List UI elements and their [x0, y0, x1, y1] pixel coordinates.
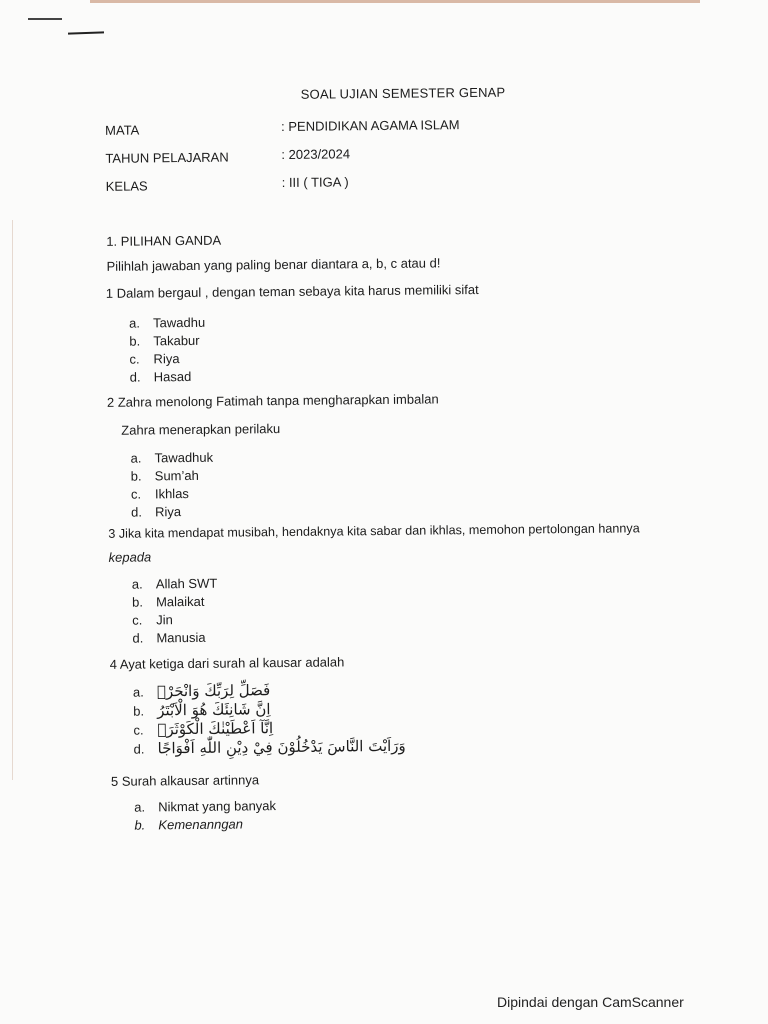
option-letter: a. [132, 684, 144, 700]
option-arabic-text: اِنَّآ اَعْطَيْنٰكَ الْكَوْثَرَۗ [157, 719, 274, 739]
class-label: KELAS [105, 178, 148, 194]
option-letter: a. [130, 450, 142, 466]
pen-mark [28, 18, 62, 20]
subject-value: : PENDIDIKAN AGAMA ISLAM [281, 117, 460, 135]
option-4d [133, 737, 405, 758]
question-3: 3 Jika kita mendapat musibah, hendaknya kita sabar dan ikhlas, memohon pertolongan hannya [108, 521, 640, 541]
option-letter: b. [131, 594, 143, 610]
option-3a [132, 576, 218, 592]
option-letter: d. [131, 504, 143, 520]
option-2d [131, 504, 181, 520]
option-1b [129, 333, 199, 349]
option-letter: b. [134, 817, 146, 833]
option-arabic-text: فَصَلِّ لِرَبِّكَ وَانْحَرْۗ [156, 681, 271, 701]
option-text: Tawadhu [153, 314, 206, 331]
option-letter: d. [132, 630, 144, 646]
option-5a [134, 798, 276, 814]
option-text: Riya [155, 504, 182, 520]
option-text: Kemenanngan [158, 816, 244, 833]
scan-edge-line [12, 220, 13, 780]
year-label: TAHUN PELAJARAN [105, 149, 229, 166]
option-arabic-text: اِنَّ شَانِئَكَ هُوَ الْاَبْتَرُ [157, 700, 271, 720]
option-4a [133, 681, 270, 700]
option-letter: c. [133, 722, 144, 738]
exam-title: SOAL UJIAN SEMESTER GENAP [300, 84, 506, 102]
option-letter: a. [129, 315, 141, 331]
class-value: : III ( TIGA ) [281, 174, 349, 191]
option-letter: b. [130, 468, 142, 484]
option-1c [129, 351, 179, 367]
option-arabic-text: وَرَاَيْتَ النَّاسَ يَدْخُلُوْنَ فِيْ دِيْنِ اللّٰهِ اَفْوَاجًا [157, 736, 406, 758]
option-4b [133, 700, 271, 719]
option-letter: d. [129, 369, 141, 385]
question-4: 4 Ayat ketiga dari surah al kausar adalah [109, 654, 345, 672]
pen-mark [68, 31, 104, 34]
year-value: : 2023/2024 [281, 146, 351, 163]
option-1d [130, 369, 192, 385]
option-2b [131, 468, 199, 484]
option-text: Riya [153, 351, 180, 367]
option-3c [132, 612, 173, 627]
option-text: Allah SWT [155, 575, 218, 592]
paper-edge [90, 0, 700, 3]
option-letter: c. [132, 612, 143, 628]
option-text: Malaikat [155, 593, 205, 610]
option-4c [133, 719, 273, 738]
option-letter: b. [133, 703, 145, 719]
option-text: Hasad [153, 368, 192, 385]
option-text: Nikmat yang banyak [158, 798, 277, 815]
option-letter: a. [134, 799, 146, 815]
instruction-text: Pilihlah jawaban yang paling benar diantara a, b, c atau d! [106, 255, 441, 274]
question-2-line2: Zahra menerapkan perilaku [121, 421, 281, 438]
option-letter: c. [130, 486, 142, 502]
option-letter: c. [129, 351, 140, 367]
option-text: Manusia [156, 629, 206, 646]
option-letter: a. [131, 576, 143, 592]
question-2: 2 Zahra menolong Fatimah tanpa mengharapkan imbalan [106, 391, 439, 410]
option-letter: b. [129, 333, 141, 349]
option-2c [131, 486, 189, 502]
option-letter: d. [133, 741, 145, 757]
option-text: Takabur [153, 332, 200, 349]
option-2a [130, 450, 213, 466]
question-5: 5 Surah alkausar artinnya [110, 772, 260, 789]
option-1a [129, 315, 205, 331]
section-heading: 1. PILIHAN GANDA [106, 232, 222, 249]
option-text: Sum’ah [154, 467, 199, 484]
option-text: Ikhlas [154, 486, 189, 502]
subject-label: MATA [105, 122, 140, 138]
question-1: 1 Dalam bergaul , dengan teman sebaya kita harus memiliki sifat [105, 281, 479, 301]
camscanner-watermark: Dipindai dengan CamScanner [497, 994, 684, 1010]
question-3-line2: kepada [108, 549, 152, 565]
option-3d [132, 630, 205, 646]
option-5b [134, 816, 243, 832]
option-text: Jin [156, 612, 173, 628]
option-3b [132, 594, 205, 610]
option-text: Tawadhuk [154, 449, 214, 466]
